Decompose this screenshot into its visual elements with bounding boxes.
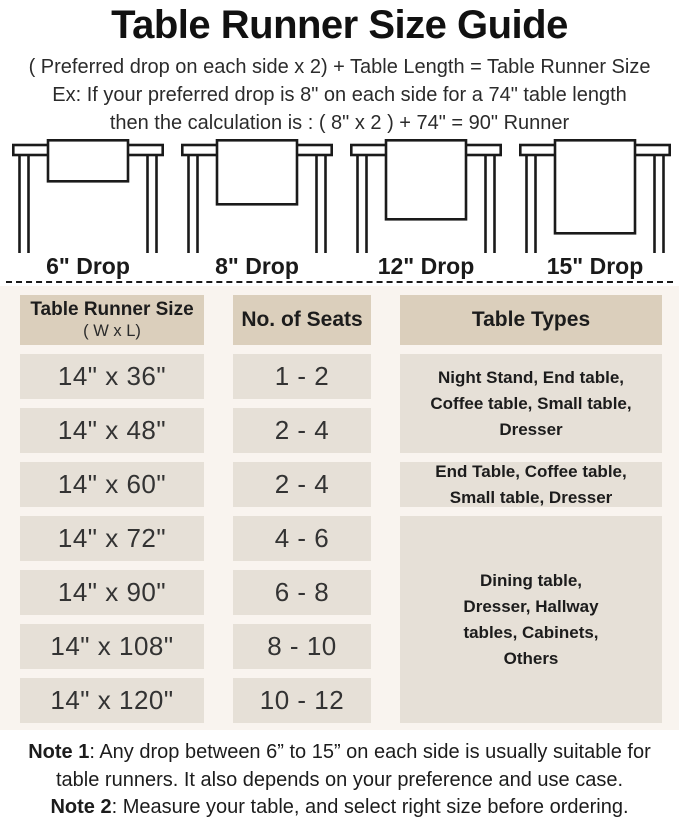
formula-line: ( Preferred drop on each side x 2) + Table Length = Table Runner Size xyxy=(28,56,651,78)
table-row-seats: 2 - 4 xyxy=(233,408,371,453)
table-row-seats: 8 - 10 xyxy=(233,624,371,669)
table-row-seats: 2 - 4 xyxy=(233,462,371,507)
note-1-label: Note 1 xyxy=(28,741,90,763)
drop-illustrations xyxy=(0,137,679,279)
drop-illustration-12 xyxy=(348,139,504,279)
notes-block xyxy=(0,730,679,822)
table-row-seats: 6 - 8 xyxy=(233,570,371,615)
header-block xyxy=(0,0,679,137)
table-row-seats: 10 - 12 xyxy=(233,678,371,723)
column-header-seats: No. of Seats xyxy=(233,295,371,345)
note-2 xyxy=(4,794,675,822)
table-types-group-small: Night Stand, End table, Coffee table, Small table, Dresser xyxy=(400,354,662,453)
drop-illustration-8 xyxy=(179,139,335,279)
note-2-label: Note 2 xyxy=(50,796,112,818)
runner-rect xyxy=(555,140,635,233)
runner-rect xyxy=(48,140,128,181)
drop-illustration-6 xyxy=(10,139,166,279)
table-row-size: 14" x 36" xyxy=(20,354,204,399)
table-types-group-large: Dining table, Dresser, Hallway tables, Cabinets, Others xyxy=(400,516,662,723)
column-header-size xyxy=(20,295,204,345)
drop-illustration-15 xyxy=(517,139,673,279)
table-row-size: 14" x 90" xyxy=(20,570,204,615)
note-1-text: : Any drop between 6” to 15” on each side is usually suitable for table runners. It also depends on your preference and use case. xyxy=(55,741,651,791)
drop-label-6: 6" Drop xyxy=(46,253,130,279)
table-row-size: 14" x 72" xyxy=(20,516,204,561)
example-line-2: then the calculation is : ( 8" x 2 ) + 74" = 90" Runner xyxy=(109,112,570,134)
runner-rect xyxy=(217,140,297,204)
table-types-group-medium: End Table, Coffee table, Small table, Dresser xyxy=(400,462,662,507)
column-header-size-subtitle: ( W x L) xyxy=(83,322,141,340)
table-row-seats: 1 - 2 xyxy=(233,354,371,399)
page-title: Table Runner Size Guide xyxy=(111,3,568,47)
dashed-divider xyxy=(6,281,673,283)
table-row-size: 14" x 60" xyxy=(20,462,204,507)
table-row-size: 14" x 48" xyxy=(20,408,204,453)
note-1 xyxy=(4,739,675,794)
drop-label-8: 8" Drop xyxy=(215,253,299,279)
table-runner-drawing-icon xyxy=(350,139,502,253)
note-2-text: : Measure your table, and select right size before ordering. xyxy=(111,796,629,818)
size-table xyxy=(20,295,679,723)
drop-label-15: 15" Drop xyxy=(546,253,644,279)
example-line-1: Ex: If your preferred drop is 8" on each side for a 74" table length xyxy=(52,84,627,106)
drop-label-12: 12" Drop xyxy=(377,253,475,279)
runner-rect xyxy=(386,140,466,219)
table-row-size: 14" x 120" xyxy=(20,678,204,723)
table-runner-drawing-icon xyxy=(181,139,333,253)
column-header-types: Table Types xyxy=(400,295,662,345)
table-runner-drawing-icon xyxy=(519,139,671,253)
table-runner-drawing-icon xyxy=(12,139,164,253)
column-header-size-title: Table Runner Size xyxy=(30,299,194,320)
size-table-section xyxy=(0,286,679,730)
table-row-seats: 4 - 6 xyxy=(233,516,371,561)
table-row-size: 14" x 108" xyxy=(20,624,204,669)
